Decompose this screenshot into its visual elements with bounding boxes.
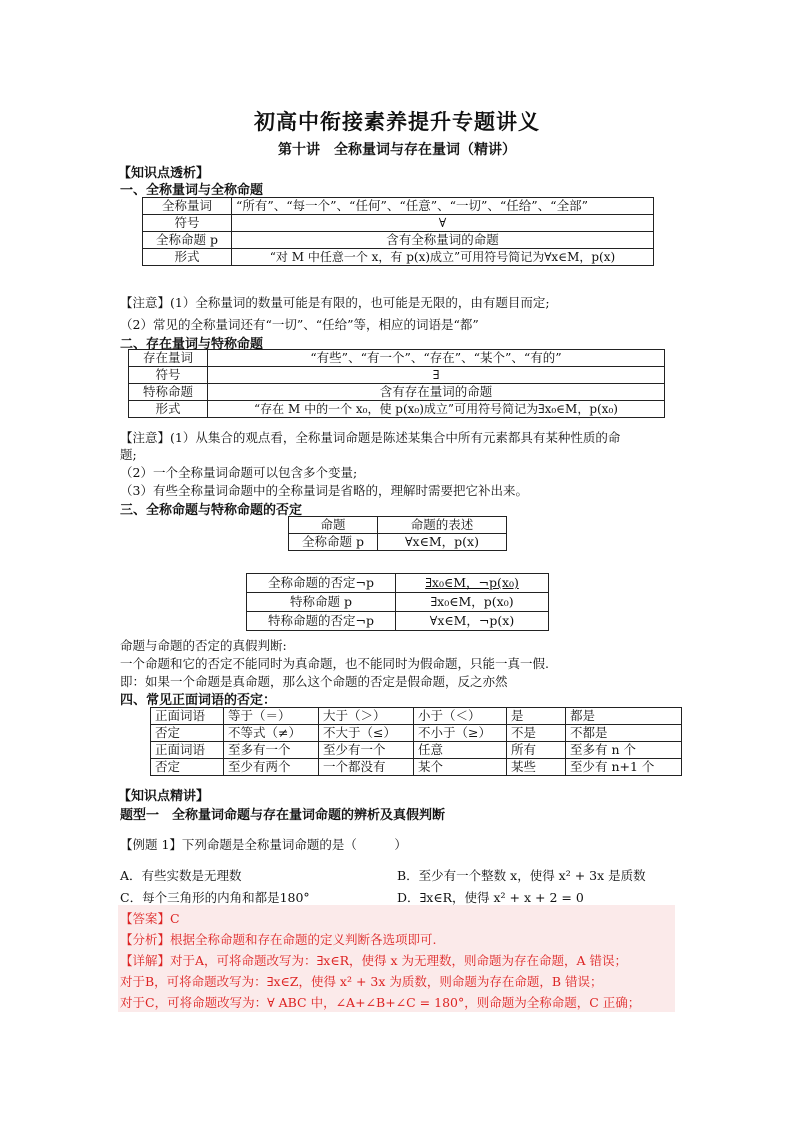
table-row	[143, 232, 654, 249]
table-cell: 至多有一个	[224, 742, 319, 759]
table-cell: ∀x∈M，p(x)	[378, 534, 507, 551]
negation-table-1	[288, 516, 507, 551]
table-cell: 至多有 n 个	[566, 742, 682, 759]
detail-heading: 【知识点精讲】	[118, 789, 210, 804]
section3-note: 一个命题和它的否定不能同时为真命题，也不能同时为假命题，只能一真一假.	[120, 656, 549, 671]
universal-quantifier-table	[142, 197, 654, 266]
table-cell: 形式	[129, 401, 208, 418]
table-cell: 某些	[507, 759, 566, 776]
section3-note: 命题与命题的否定的真假判断:	[120, 638, 287, 653]
analysis-line: 【分析】根据全称命题和存在命题的定义判断各选项即可.	[120, 932, 437, 947]
table-cell: 特称命题的否定¬p	[247, 612, 396, 631]
table-cell: “对 M 中任意一个 x，有 p(x)成立”可用符号简记为∀x∈M，p(x)	[232, 249, 654, 266]
table-cell: 某个	[414, 759, 507, 776]
table-row	[129, 384, 665, 401]
table-row	[129, 350, 665, 367]
table-cell: 至少有 n+1 个	[566, 759, 682, 776]
section1-heading: 一、全称量词与全称命题	[120, 183, 264, 198]
table-cell: 不都是	[566, 725, 682, 742]
table-cell: 含有存在量词的命题	[208, 384, 665, 401]
explanation-line: 对于C，可将命题改写为：∀ ABC 中，∠A+∠B+∠C = 180°，则命题为全称命题，C 正确；	[120, 995, 641, 1010]
option-c: C．每个三角形的内角和都是180°	[120, 890, 310, 905]
section3-note: 即：如果一个命题是真命题，那么这个命题的否定是假命题，反之亦然	[120, 674, 508, 689]
page-title: 初高中衔接素养提升专题讲义	[254, 109, 540, 134]
table-row	[289, 534, 507, 551]
table-cell: 大于（＞）	[319, 708, 414, 725]
section2-note: （3）有些全称量词命题中的全称量词是省略的，理解时需要把它补出来。	[120, 483, 528, 498]
table-cell: 不大于（≤）	[319, 725, 414, 742]
example-stem: 【例题 1】下列命题是全称量词命题的是（ ）	[120, 837, 407, 852]
section1-note: （2）常见的全称量词还有“一切”、“任给”等，相应的词语是“都”	[120, 317, 479, 332]
table-cell: “所有”、“每一个”、“任何”、“任意”、“一切”、“任给”、“全部”	[232, 198, 654, 215]
table-cell: 一个都没有	[319, 759, 414, 776]
table-row	[129, 401, 665, 418]
table-cell: 所有	[507, 742, 566, 759]
answer-line: 【答案】C	[120, 911, 180, 926]
section2-note: （2）一个全称量词命题可以包含多个变量;	[120, 465, 358, 480]
table-cell: 符号	[143, 215, 232, 232]
table-cell: ∃x₀∈M，¬p(x₀)	[396, 574, 549, 593]
table-cell: 命题的表述	[378, 517, 507, 534]
table-cell: ∀x∈M，¬p(x)	[396, 612, 549, 631]
table-row	[247, 612, 549, 631]
table-cell: 含有全称量词的命题	[232, 232, 654, 249]
question-type-heading: 题型一 全称量词命题与存在量词命题的辨析及真假判断	[120, 808, 446, 823]
table-cell: 不等式（≠）	[224, 725, 319, 742]
section4-heading: 四、常见正面词语的否定：	[120, 693, 277, 708]
table-cell: 正面词语	[151, 708, 224, 725]
table-row	[247, 574, 549, 593]
table-cell: 不是	[507, 725, 566, 742]
option-d: D．∃x∈R，使得 x² + x + 2 = 0	[397, 890, 584, 905]
table-cell: 等于（＝）	[224, 708, 319, 725]
explanation-line: 【详解】对于A，可将命题改写为：∃x∈R，使得 x 为无理数，则命题为存在命题，A 错误；	[120, 953, 628, 968]
explanation-line: 对于B，可将命题改写为：∃x∈Z，使得 x² + 3x 为质数，则命题为存在命题，B 错误；	[120, 974, 603, 989]
table-cell: 形式	[143, 249, 232, 266]
existential-quantifier-table	[128, 349, 665, 418]
negation-table-2	[246, 573, 549, 631]
table-row	[289, 517, 507, 534]
knowledge-heading: 【知识点透析】	[118, 166, 210, 181]
section2-note: 题;	[120, 447, 137, 462]
negation-words-table	[150, 707, 682, 776]
table-row	[151, 725, 682, 742]
table-cell: 特称命题 p	[247, 593, 396, 612]
lecture-subtitle: 第十讲 全称量词与存在量词（精讲）	[278, 142, 516, 158]
table-cell: 是	[507, 708, 566, 725]
option-a: A．有些实数是无理数	[120, 868, 242, 883]
section3-heading: 三、全称命题与特称命题的否定	[120, 503, 303, 518]
table-cell: ∀	[232, 215, 654, 232]
table-row	[143, 198, 654, 215]
table-row	[151, 708, 682, 725]
table-cell: 全称命题的否定¬p	[247, 574, 396, 593]
table-row	[247, 593, 549, 612]
table-row	[151, 759, 682, 776]
table-cell: 存在量词	[129, 350, 208, 367]
table-cell: “有些”、“有一个”、“存在”、“某个”、“有的”	[208, 350, 665, 367]
table-cell: 任意	[414, 742, 507, 759]
table-row	[143, 249, 654, 266]
table-cell: 小于（＜）	[414, 708, 507, 725]
table-cell: 全称命题 p	[289, 534, 378, 551]
section2-heading: 二、存在量词与特称命题	[120, 337, 264, 352]
table-cell: 符号	[129, 367, 208, 384]
table-cell: 否定	[151, 725, 224, 742]
table-cell: ∃x₀∈M，p(x₀)	[396, 593, 549, 612]
table-row	[151, 742, 682, 759]
table-cell: 命题	[289, 517, 378, 534]
table-cell: 至少有两个	[224, 759, 319, 776]
table-cell: 正面词语	[151, 742, 224, 759]
table-cell: ∃	[208, 367, 665, 384]
section2-note: 【注意】(1）从集合的观点看，全称量词命题是陈述某集合中所有元素都具有某种性质的命	[120, 430, 621, 445]
table-cell: 至少有一个	[319, 742, 414, 759]
table-cell: 全称命题 p	[143, 232, 232, 249]
table-cell: 特称命题	[129, 384, 208, 401]
table-cell: 不小于（≥）	[414, 725, 507, 742]
table-row	[143, 215, 654, 232]
table-cell: “存在 M 中的一个 x₀，使 p(x₀)成立”可用符号简记为∃x₀∈M，p(x₀)	[208, 401, 665, 418]
section1-note: 【注意】(1）全称量词的数量可能是有限的，也可能是无限的，由有题目而定;	[120, 295, 550, 310]
option-b: B．至少有一个整数 x，使得 x² + 3x 是质数	[397, 868, 646, 883]
table-cell: 否定	[151, 759, 224, 776]
table-row	[129, 367, 665, 384]
table-cell: 全称量词	[143, 198, 232, 215]
table-cell: 都是	[566, 708, 682, 725]
